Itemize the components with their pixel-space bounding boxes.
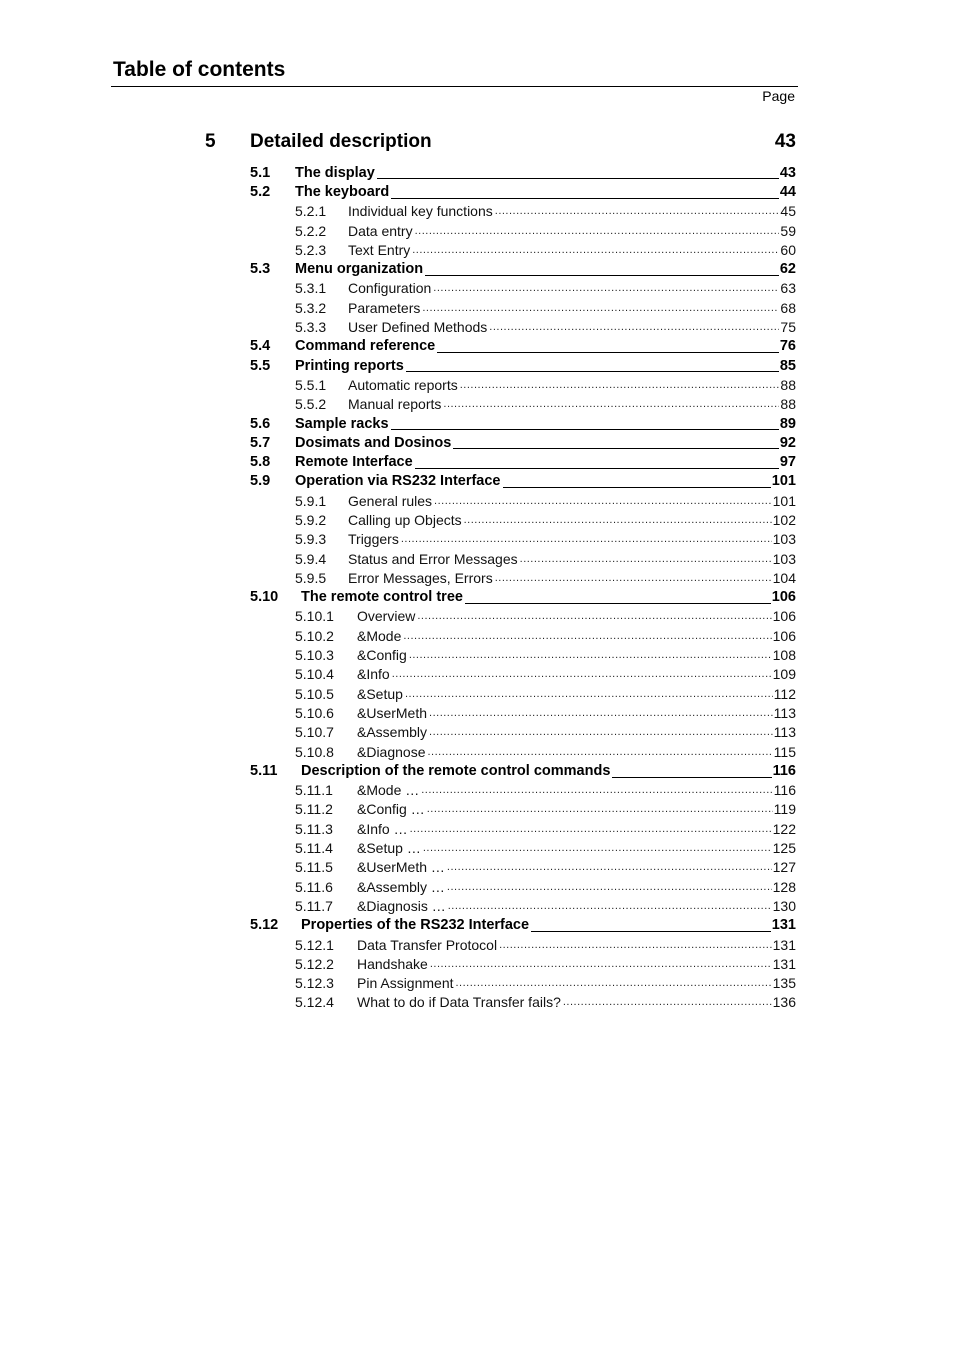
- entry-number: 5.9.2: [295, 511, 327, 528]
- entry-page: 136: [772, 994, 796, 1011]
- entry-title: Parameters: [348, 299, 421, 316]
- entry-number: 5.12.2: [295, 955, 334, 972]
- entry-number: 5.10.3: [295, 647, 334, 664]
- entry-page: 109: [772, 666, 796, 683]
- entry-title: Properties of the RS232 Interface: [301, 917, 530, 934]
- entry-number: 5.2.3: [295, 241, 327, 258]
- entry-title: Handshake: [357, 955, 428, 972]
- entry-leader: [443, 398, 779, 410]
- entry-page: 131: [771, 917, 796, 934]
- entry-leader: [448, 900, 772, 912]
- entry-number: 5.12.4: [295, 994, 334, 1011]
- entry-number: 5.2.2: [295, 222, 327, 239]
- toc-subsection-entry[interactable]: [250, 202, 796, 221]
- entry-leader: [531, 931, 771, 932]
- entry-leader: [495, 572, 772, 584]
- entry-number: 5.2.1: [295, 203, 327, 220]
- entry-page: 116: [773, 782, 796, 799]
- entry-title: Text Entry: [348, 241, 411, 258]
- entry-title: Sample racks: [295, 415, 389, 432]
- entry-title: Overview: [357, 608, 416, 625]
- entry-number: 5.2: [250, 183, 271, 200]
- entry-leader: [453, 448, 779, 449]
- entry-leader: [433, 282, 779, 294]
- entry-leader: [428, 746, 773, 758]
- toc-subsection-entry[interactable]: [250, 626, 796, 645]
- entry-page: 130: [772, 897, 796, 914]
- page-title: Table of contents: [113, 58, 286, 81]
- entry-page: 108: [772, 647, 796, 664]
- entry-page: 135: [772, 975, 796, 992]
- toc-subsection-entry[interactable]: [250, 703, 796, 722]
- entry-title: &Diagnose: [357, 743, 426, 760]
- entry-leader: [425, 275, 779, 276]
- toc-subsection-entry[interactable]: [250, 819, 796, 838]
- entry-page: 59: [780, 222, 796, 239]
- chapter-page: 43: [774, 131, 796, 152]
- entry-title: Error Messages, Errors: [348, 569, 493, 586]
- entry-title: Operation via RS232 Interface: [295, 473, 501, 490]
- entry-page: 113: [773, 724, 796, 741]
- entry-title: &Setup: [357, 685, 403, 702]
- entry-page: 128: [772, 878, 796, 895]
- entry-title: General rules: [348, 492, 433, 509]
- entry-leader: [429, 726, 773, 738]
- entry-leader: [489, 321, 779, 333]
- toc-subsection-entry[interactable]: [250, 395, 796, 414]
- toc-subsection-entry[interactable]: [250, 838, 796, 857]
- entry-title: &Config: [357, 647, 407, 664]
- entry-leader: [421, 784, 772, 796]
- toc-section-entry[interactable]: [250, 182, 796, 201]
- entry-number: 5.1: [250, 164, 271, 181]
- entry-page: 115: [773, 743, 796, 760]
- entry-leader: [391, 198, 779, 199]
- toc-subsection-entry[interactable]: [250, 684, 796, 703]
- entry-title: Manual reports: [348, 396, 442, 413]
- toc-subsection-entry[interactable]: [250, 723, 796, 742]
- toc-subsection-entry[interactable]: [250, 800, 796, 819]
- entry-leader: [409, 649, 772, 661]
- entry-leader: [405, 688, 773, 700]
- entry-number: 5.10.2: [295, 627, 334, 644]
- entry-title: &UserMeth: [357, 704, 428, 721]
- entry-number: 5.10.1: [295, 608, 334, 625]
- entry-page: 131: [772, 936, 796, 953]
- entry-page: 88: [780, 396, 796, 413]
- entry-page: 60: [780, 241, 796, 258]
- toc-section-entry[interactable]: [250, 163, 796, 182]
- entry-number: 5.5.2: [295, 396, 327, 413]
- toc-subsection-entry[interactable]: [250, 221, 796, 240]
- entry-page: 101: [772, 492, 796, 509]
- entry-leader: [447, 881, 772, 893]
- toc-subsection-entry[interactable]: [250, 279, 796, 298]
- entry-number: 5.7: [250, 434, 271, 451]
- entry-title: The remote control tree: [301, 589, 463, 606]
- entry-title: Menu organization: [295, 261, 424, 278]
- entry-title: Individual key functions: [348, 203, 493, 220]
- toc-section-entry[interactable]: [250, 433, 796, 452]
- entry-number: 5.11.5: [295, 859, 333, 876]
- entry-title: &Diagnosis …: [357, 897, 446, 914]
- entry-leader: [464, 514, 772, 526]
- entry-page: 103: [772, 531, 796, 548]
- toc-section-entry[interactable]: [250, 452, 796, 471]
- entry-number: 5.11.1: [295, 782, 333, 799]
- entry-page: 103: [772, 550, 796, 567]
- entry-page: 97: [779, 454, 796, 471]
- toc-subsection-entry[interactable]: [250, 993, 796, 1012]
- entry-title: Printing reports: [295, 357, 404, 374]
- entry-title: &Mode …: [357, 782, 420, 799]
- entry-leader: [391, 429, 779, 430]
- entry-number: 5.9.3: [295, 531, 327, 548]
- entry-title: &Info …: [357, 820, 408, 837]
- entry-title: Triggers: [348, 531, 399, 548]
- entry-number: 5.9: [250, 473, 271, 490]
- entry-title: Dosimats and Dosinos: [295, 434, 452, 451]
- entry-leader: [612, 777, 771, 778]
- entry-number: 5.8: [250, 454, 271, 471]
- entry-number: 5.11.3: [295, 820, 333, 837]
- entry-page: 43: [779, 164, 796, 181]
- toc-section-entry[interactable]: [250, 916, 796, 935]
- toc-subsection-entry[interactable]: [250, 549, 796, 568]
- toc-subsection-entry[interactable]: [250, 317, 796, 336]
- toc-subsection-entry[interactable]: [250, 742, 796, 761]
- toc-subsection-entry[interactable]: [250, 877, 796, 896]
- chapter-number: 5: [205, 131, 216, 152]
- entry-leader: [495, 205, 780, 217]
- toc-section-entry[interactable]: [250, 472, 796, 491]
- entry-page: 76: [779, 338, 796, 355]
- entry-leader: [427, 803, 773, 815]
- entry-page: 104: [772, 569, 796, 586]
- entry-page: 106: [772, 627, 796, 644]
- entry-leader: [430, 958, 772, 970]
- entry-title: What to do if Data Transfer fails?: [357, 994, 561, 1011]
- entry-page: 127: [772, 859, 796, 876]
- entry-page: 68: [780, 299, 796, 316]
- entry-leader: [415, 225, 780, 237]
- entry-number: 5.9.1: [295, 492, 327, 509]
- entry-leader: [563, 996, 772, 1008]
- toc-subsection-entry[interactable]: [250, 240, 796, 259]
- entry-page: 122: [772, 820, 796, 837]
- toc-section-entry[interactable]: [250, 588, 796, 607]
- entry-leader: [412, 244, 779, 256]
- entry-page: 106: [772, 608, 796, 625]
- entry-title: The keyboard: [295, 183, 390, 200]
- entry-number: 5.12.1: [295, 936, 334, 953]
- entry-title: Pin Assignment: [357, 975, 454, 992]
- entry-number: 5.9.5: [295, 569, 327, 586]
- entry-page: 102: [772, 511, 796, 528]
- header-rule: [111, 86, 798, 87]
- entry-number: 5.12: [250, 917, 279, 934]
- entry-leader: [422, 302, 779, 314]
- entry-number: 5.11: [250, 762, 278, 779]
- entry-title: User Defined Methods: [348, 319, 488, 336]
- entry-number: 5.3.1: [295, 280, 327, 297]
- entry-title: Configuration: [348, 280, 432, 297]
- entry-number: 5.11.7: [295, 897, 333, 914]
- entry-page: 89: [779, 415, 796, 432]
- entry-page: 101: [771, 473, 796, 490]
- entry-leader: [465, 603, 771, 604]
- toc-subsection-entry[interactable]: [250, 896, 796, 915]
- entry-number: 5.9.4: [295, 550, 327, 567]
- entry-leader: [415, 468, 779, 469]
- entry-leader: [456, 977, 772, 989]
- toc-subsection-entry[interactable]: [250, 935, 796, 954]
- toc-subsection-entry[interactable]: [250, 973, 796, 992]
- entry-number: 5.10.6: [295, 704, 334, 721]
- toc-section-entry[interactable]: [250, 761, 796, 780]
- entry-page: 75: [780, 319, 796, 336]
- toc-section-entry[interactable]: [250, 259, 796, 278]
- entry-leader: [377, 178, 779, 179]
- entry-title: &Config …: [357, 801, 425, 818]
- entry-number: 5.11.6: [295, 878, 333, 895]
- entry-leader: [434, 495, 772, 507]
- entry-number: 5.11.4: [295, 840, 333, 857]
- entry-title: Automatic reports: [348, 376, 458, 393]
- entry-title: &Info: [357, 666, 390, 683]
- entry-page: 44: [779, 183, 796, 200]
- entry-title: &Setup …: [357, 840, 421, 857]
- entry-number: 5.11.2: [295, 801, 333, 818]
- entry-title: Data Transfer Protocol: [357, 936, 498, 953]
- entry-leader: [520, 553, 772, 565]
- toc-subsection-entry[interactable]: [250, 375, 796, 394]
- toc-subsection-entry[interactable]: [250, 645, 796, 664]
- entry-leader: [423, 842, 772, 854]
- entry-page: 116: [772, 762, 796, 779]
- entry-title: &Assembly …: [357, 878, 445, 895]
- entry-page: 62: [779, 261, 796, 278]
- toc-subsection-entry[interactable]: [250, 954, 796, 973]
- toc-subsection-entry[interactable]: [250, 298, 796, 317]
- toc-subsection-entry[interactable]: [250, 858, 796, 877]
- entry-number: 5.10.7: [295, 724, 334, 741]
- entry-number: 5.3.3: [295, 319, 327, 336]
- toc-subsection-entry[interactable]: [250, 607, 796, 626]
- entry-title: &UserMeth …: [357, 859, 445, 876]
- toc-subsection-entry[interactable]: [250, 530, 796, 549]
- entry-leader: [437, 352, 779, 353]
- entry-number: 5.10.5: [295, 685, 334, 702]
- toc-subsection-entry[interactable]: [250, 665, 796, 684]
- entry-title: Remote Interface: [295, 454, 413, 471]
- entry-number: 5.3.2: [295, 299, 327, 316]
- entry-title: Status and Error Messages: [348, 550, 518, 567]
- entry-page: 88: [780, 376, 796, 393]
- entry-title: Calling up Objects: [348, 511, 462, 528]
- entry-leader: [401, 533, 772, 545]
- entry-number: 5.12.3: [295, 975, 334, 992]
- toc-subsection-entry[interactable]: [250, 510, 796, 529]
- entry-page: 85: [779, 357, 796, 374]
- entry-page: 45: [780, 203, 796, 220]
- entry-leader: [410, 823, 772, 835]
- entry-leader: [503, 487, 771, 488]
- entry-number: 5.10.8: [295, 743, 334, 760]
- entry-page: 113: [773, 704, 796, 721]
- toc-subsection-entry[interactable]: [250, 781, 796, 800]
- entry-title: Data entry: [348, 222, 413, 239]
- toc-subsection-entry[interactable]: [250, 491, 796, 510]
- entry-leader: [429, 707, 773, 719]
- entry-leader: [499, 939, 772, 951]
- entry-page: 131: [772, 955, 796, 972]
- toc-entries: [250, 163, 796, 1012]
- entry-number: 5.4: [250, 338, 271, 355]
- entry-leader: [403, 630, 771, 642]
- entry-number: 5.10: [250, 589, 279, 606]
- entry-leader: [392, 668, 772, 680]
- toc-section-entry[interactable]: [250, 414, 796, 433]
- entry-leader: [417, 610, 771, 622]
- toc-chapter-entry[interactable]: [205, 130, 796, 154]
- entry-page: 92: [779, 434, 796, 451]
- entry-title: &Mode: [357, 627, 402, 644]
- entry-number: 5.3: [250, 261, 271, 278]
- entry-page: 119: [773, 801, 796, 818]
- entry-leader: [447, 861, 772, 873]
- entry-number: 5.5: [250, 357, 271, 374]
- toc-section-entry[interactable]: [250, 356, 796, 375]
- entry-number: 5.5.1: [295, 376, 327, 393]
- entry-page: 106: [771, 589, 796, 606]
- entry-number: 5.10.4: [295, 666, 334, 683]
- entry-page: 112: [773, 685, 796, 702]
- page-column-label: Page: [762, 88, 795, 104]
- entry-page: 125: [772, 840, 796, 857]
- entry-title: Description of the remote control commands: [301, 762, 611, 779]
- entry-page: 63: [780, 280, 796, 297]
- entry-title: &Assembly: [357, 724, 428, 741]
- toc-section-entry[interactable]: [250, 337, 796, 356]
- entry-title: Command reference: [295, 338, 436, 355]
- entry-number: 5.6: [250, 415, 271, 432]
- entry-leader: [460, 379, 780, 391]
- chapter-title: Detailed description: [250, 131, 432, 152]
- entry-title: The display: [295, 164, 375, 181]
- toc-subsection-entry[interactable]: [250, 568, 796, 587]
- entry-leader: [406, 371, 779, 372]
